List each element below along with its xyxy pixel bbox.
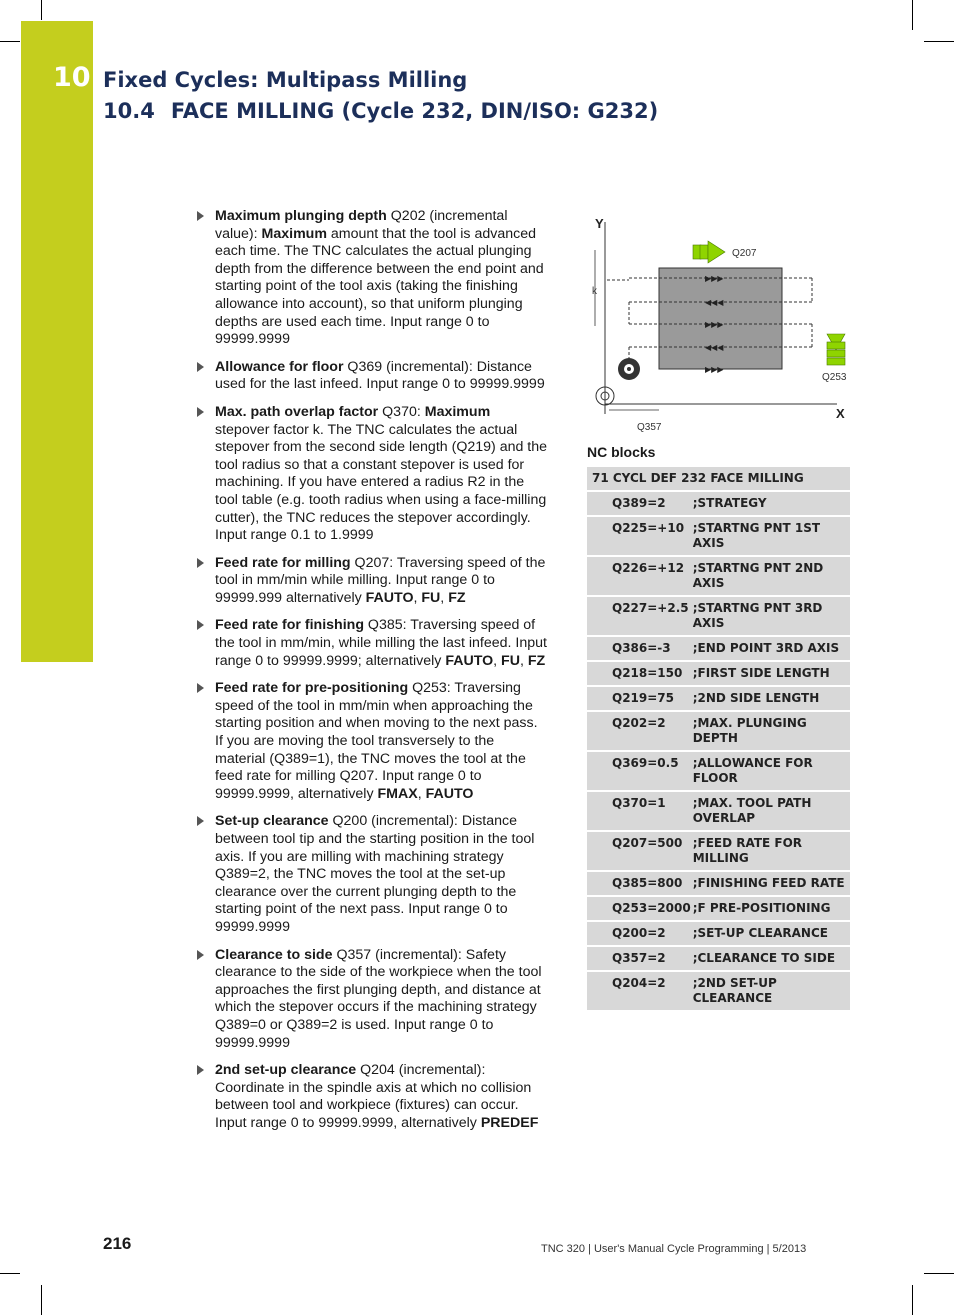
parameter-text: Q385: Traversing speed of the tool in mm/min, while milling the last infeed. Input range 0 to 99999.9999; alternatively: [215, 617, 547, 669]
parameter-keyword: Feed rate for finishing: [215, 617, 364, 634]
nc-comment: ;STARTNG PNT 1ST AXIS: [693, 516, 850, 556]
parameter-keyword: FZ: [448, 589, 466, 606]
bullet-arrow-icon: [197, 683, 204, 693]
chapter-tab: [21, 21, 93, 662]
parameter-text: Q204 (incremental): Coordinate in the spindle axis at which no collision between tool and workpiece (fixtures) can occur. Input range 0 to 99999.9999, alternatively: [215, 1062, 532, 1131]
bullet-arrow-icon: [197, 1065, 204, 1075]
nc-comment: ;STARTNG PNT 2ND AXIS: [693, 556, 850, 596]
nc-blocks-table: [587, 467, 850, 1012]
parameter-text: Q200 (incremental): Distance between tool tip and the starting position in the tool axis. If you are milling with machining strategy Q389=2, the TNC moves the tool at the set-up clearance over the current plunging depth to the starting point of the next pass. Input range 0 to 99999.9999: [215, 813, 535, 935]
nc-comment: ;FINISHING FEED RATE: [693, 871, 850, 896]
nc-comment: ;MAX. PLUNGING DEPTH: [693, 711, 850, 751]
crop-mark: [0, 1273, 20, 1274]
nc-row: [587, 636, 850, 661]
chapter-number: 10: [53, 62, 91, 93]
nc-row: [587, 556, 850, 596]
parameter-text: ,: [440, 589, 449, 606]
parameter-item: [196, 813, 548, 936]
parameter-text: amount that the tool is advanced each time. The TNC calculates the actual plunging depth from the difference between the end point and starting point of the tool axis (taking the finishing allowance into account), so that uniform plunging depths are used each time. Input range 0 to 99999.9999: [215, 225, 544, 348]
parameter-item: [196, 680, 548, 803]
nc-row: [587, 661, 850, 686]
parameter-text: ,: [493, 652, 502, 669]
parameter-keyword: Allowance for floor: [215, 358, 344, 375]
nc-comment: ;F PRE-POSITIONING: [693, 896, 850, 921]
section-title: [103, 99, 658, 123]
bullet-arrow-icon: [197, 558, 204, 568]
nc-parameter: Q253=2000: [587, 896, 693, 921]
parameter-text: Q207: Traversing speed of the tool in mm/min while milling. Input range 0 to 99999.999 alternatively: [215, 554, 546, 606]
parameter-item: [196, 617, 548, 670]
parameter-text: Q202 (incremental value):: [215, 208, 508, 242]
nc-parameter: Q204=2: [587, 971, 693, 1011]
nc-parameter: Q386=-3: [587, 636, 693, 661]
nc-row: [587, 516, 850, 556]
footer-text: TNC 320 | User's Manual Cycle Programming | 5/2013: [541, 1243, 807, 1255]
nc-comment: ;STARTNG PNT 3RD AXIS: [693, 596, 850, 636]
parameter-text: Q253: Traversing speed of the tool in mm/min when approaching the starting position and when moving to the next pass. If you are moving the tool transversely to the material (Q389=1), the TNC moves the tool at the feed rate for milling Q207. Input range 0 to 99999.9999, alternatively: [215, 680, 538, 802]
parameter-keyword: PREDEF: [480, 1114, 539, 1131]
label-q253: Q253: [822, 372, 847, 383]
nc-comment: ;ALLOWANCE FOR FLOOR: [693, 751, 850, 791]
nc-comment: ;END POINT 3RD AXIS: [693, 636, 850, 661]
chapter-title: Fixed Cycles: Multipass Milling: [103, 68, 468, 92]
milling-cutter-icon: [618, 358, 640, 380]
nc-row: [587, 711, 850, 751]
nc-row: [587, 971, 850, 1011]
axis-y-label: Y: [595, 216, 604, 231]
parameter-keyword: FAUTO: [445, 652, 494, 669]
nc-comment: ;CLEARANCE TO SIDE: [693, 946, 850, 971]
bullet-arrow-icon: [197, 816, 204, 826]
parameter-keyword: FU: [421, 589, 441, 606]
nc-comment: ;STRATEGY: [693, 491, 850, 516]
bullet-arrow-icon: [197, 407, 204, 417]
nc-row: [587, 831, 850, 871]
nc-row: [587, 751, 850, 791]
nc-title: 71 CYCL DEF 232 FACE MILLING: [587, 467, 850, 491]
nc-row: [587, 791, 850, 831]
face-milling-diagram: [587, 208, 850, 436]
label-k: k: [592, 286, 597, 297]
parameter-text: stepover factor k. The TNC calculates the actual stepover from the second side length (Q219) and the tool radius so that a constant stepover is used for machining. If you have entered a radius R2 in the tool table (e.g. tooth radius when using a face-milling cutter), the TNC reduces the stepover accordingly. Input range 0.1 to 1.9999: [215, 421, 548, 544]
parameter-keyword: Maximum plunging depth: [215, 208, 387, 224]
nc-row: [587, 896, 850, 921]
parameter-list: [196, 208, 548, 1143]
parameter-keyword: Clearance to side: [215, 946, 333, 963]
parameter-text: Q370:: [378, 403, 425, 420]
svg-text:▶▶▶: ▶▶▶: [705, 365, 724, 374]
crop-mark: [912, 1285, 913, 1315]
nc-comment: ;FIRST SIDE LENGTH: [693, 661, 850, 686]
nc-title-row: [587, 467, 850, 491]
crop-mark: [924, 1273, 954, 1274]
nc-comment: ;2ND SET-UP CLEARANCE: [693, 971, 850, 1011]
label-q357: Q357: [637, 422, 662, 433]
svg-text:◀◀◀: ◀◀◀: [705, 343, 724, 352]
nc-parameter: Q202=2: [587, 711, 693, 751]
parameter-keyword: Maximum: [261, 225, 327, 242]
nc-parameter: Q218=150: [587, 661, 693, 686]
parameter-item: [196, 359, 548, 394]
parameter-item: [196, 208, 548, 349]
nc-row: [587, 921, 850, 946]
parameter-keyword: FMAX: [377, 785, 418, 802]
nc-row: [587, 946, 850, 971]
crop-mark: [0, 41, 20, 42]
nc-parameter: Q389=2: [587, 491, 693, 516]
nc-parameter: Q227=+2.5: [587, 596, 693, 636]
nc-row: [587, 491, 850, 516]
nc-comment: ;MAX. TOOL PATH OVERLAP: [693, 791, 850, 831]
bullet-arrow-icon: [197, 620, 204, 630]
svg-text:▶▶▶: ▶▶▶: [705, 320, 724, 329]
nc-blocks-heading: NC blocks: [587, 444, 656, 460]
crop-mark: [924, 41, 954, 42]
nc-parameter: Q207=500: [587, 831, 693, 871]
parameter-item: [196, 1062, 548, 1132]
nc-parameter: Q225=+10: [587, 516, 693, 556]
nc-comment: ;SET-UP CLEARANCE: [693, 921, 850, 946]
q253-arrow-icon: [827, 334, 845, 365]
parameter-item: [196, 947, 548, 1053]
parameter-text: Q357 (incremental): Safety clearance to the side of the workpiece when the tool approaches the first plunging depth, and distance at which the stepover occurs if the machining strategy Q389=0 or Q389=2 is used. Input range 0 to 99999.9999: [215, 946, 542, 1051]
parameter-text: Q369 (incremental): Distance used for the last infeed. Input range 0 to 99999.9999: [215, 358, 545, 393]
parameter-keyword: FZ: [527, 652, 546, 669]
svg-text:▶▶▶: ▶▶▶: [705, 274, 724, 283]
nc-row: [587, 871, 850, 896]
parameter-item: [196, 404, 548, 545]
nc-parameter: Q219=75: [587, 686, 693, 711]
parameter-keyword: Feed rate for milling: [215, 554, 351, 571]
parameter-text: ,: [519, 652, 528, 669]
nc-parameter: Q369=0.5: [587, 751, 693, 791]
parameter-text: ,: [417, 785, 426, 802]
q207-arrow-icon: [693, 241, 725, 263]
nc-row: [587, 686, 850, 711]
axis-x-label: X: [836, 406, 845, 421]
nc-row: [587, 596, 850, 636]
parameter-text: ,: [413, 589, 422, 606]
svg-text:◀◀◀: ◀◀◀: [705, 298, 724, 307]
nc-parameter: Q357=2: [587, 946, 693, 971]
bullet-arrow-icon: [197, 362, 204, 372]
bullet-arrow-icon: [197, 211, 204, 221]
parameter-keyword: Maximum: [424, 403, 491, 420]
section-name: FACE MILLING (Cycle 232, DIN/ISO: G232): [170, 99, 659, 123]
parameter-keyword: 2nd set-up clearance: [215, 1062, 357, 1079]
parameter-keyword: Feed rate for pre-positioning: [215, 680, 409, 697]
section-number: 10.4: [103, 99, 155, 123]
nc-parameter: Q200=2: [587, 921, 693, 946]
parameter-keyword: Set-up clearance: [215, 813, 329, 830]
parameter-keyword: Max. path overlap factor: [215, 403, 379, 420]
crop-mark: [41, 0, 42, 20]
parameter-keyword: FAUTO: [365, 589, 414, 606]
label-q207: Q207: [732, 248, 757, 259]
nc-parameter: Q370=1: [587, 791, 693, 831]
nc-parameter: Q385=800: [587, 871, 693, 896]
parameter-item: [196, 555, 548, 608]
crop-mark: [41, 1285, 42, 1315]
nc-parameter: Q226=+12: [587, 556, 693, 596]
nc-comment: ;FEED RATE FOR MILLING: [693, 831, 850, 871]
parameter-keyword: FAUTO: [425, 785, 474, 802]
nc-comment: ;2ND SIDE LENGTH: [693, 686, 850, 711]
page-number: 216: [103, 1234, 132, 1253]
bullet-arrow-icon: [197, 950, 204, 960]
workpiece: [659, 268, 782, 369]
crop-mark: [912, 0, 913, 30]
parameter-keyword: FU: [501, 652, 520, 669]
